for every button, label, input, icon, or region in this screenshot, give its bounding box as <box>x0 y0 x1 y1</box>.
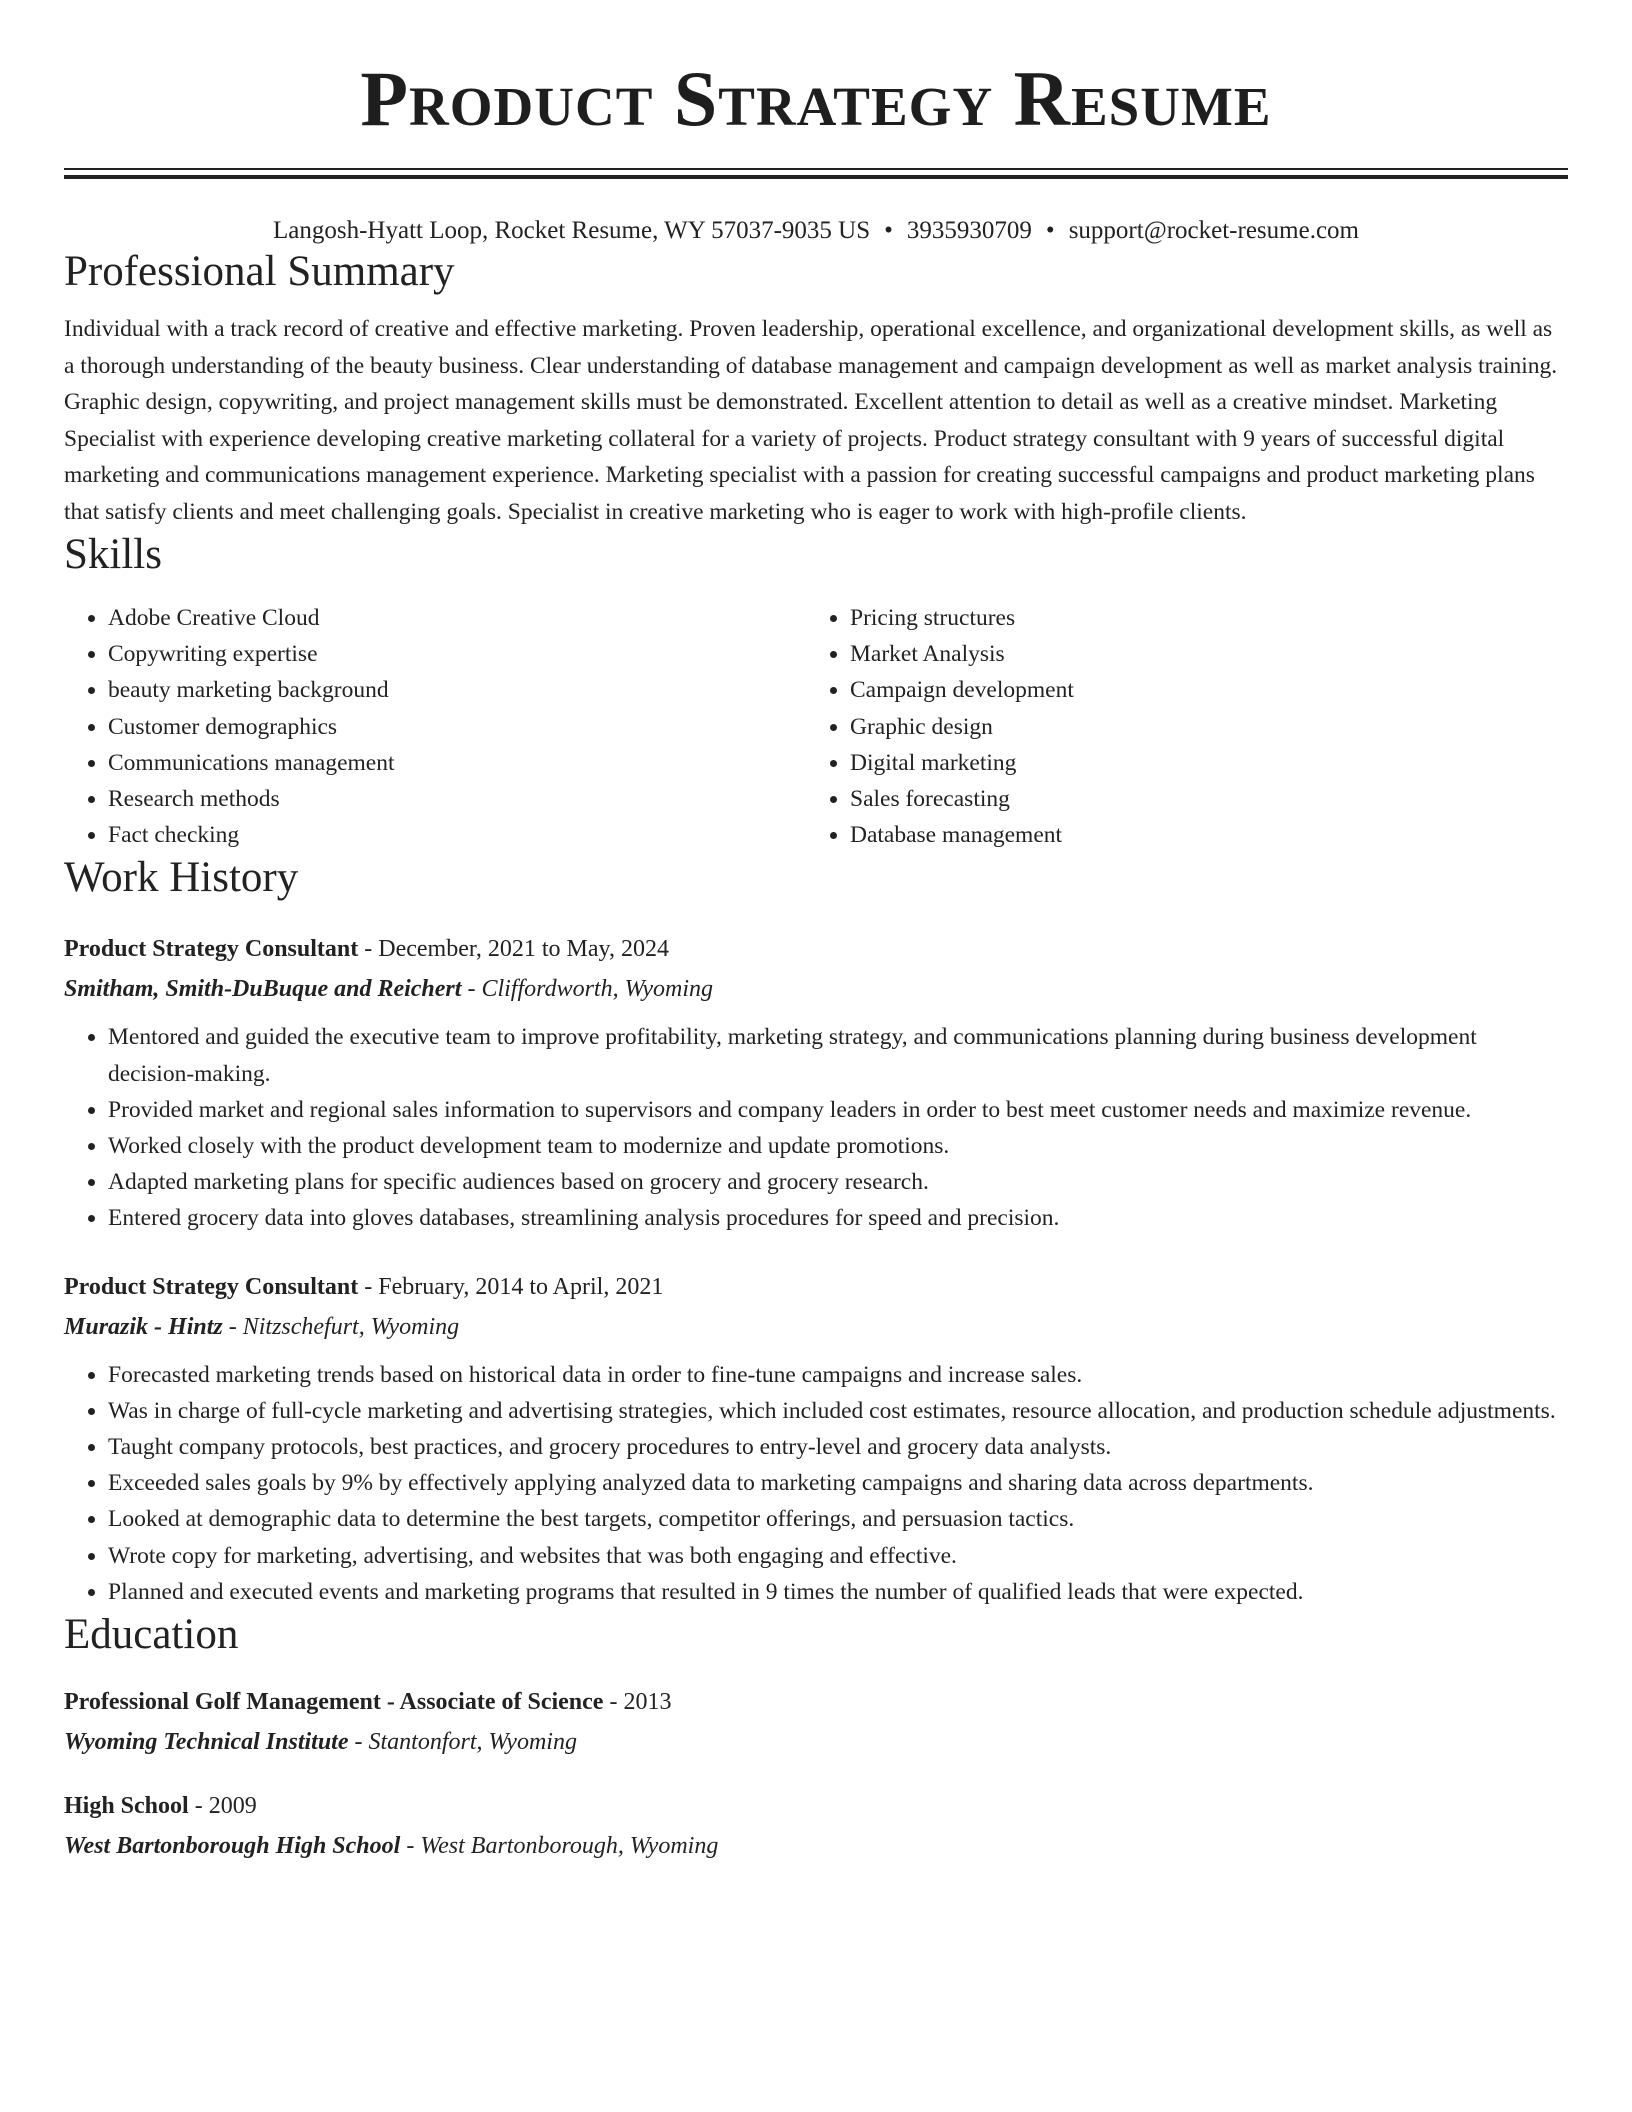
contact-phone: 3935930709 <box>906 217 1032 244</box>
job-title-line: Product Strategy Consultant - December, 2021 to May, 2024 <box>64 936 669 963</box>
job-bullet: • Looked at demographic data to determine the best targets, competitor offerings, and persuasion tactics. <box>108 1501 1568 1537</box>
skill-item: • Campaign development <box>850 672 1548 708</box>
education-degree-line: Professional Golf Management - Associate of Science - 2013 <box>64 1689 672 1716</box>
job-company-line: Smitham, Smith-DuBuque and Reichert - Cliffordworth, Wyoming <box>64 976 714 1003</box>
title-divider <box>64 168 1568 179</box>
education-year: 2013 <box>623 1689 672 1716</box>
skills-heading: Skills <box>64 531 162 578</box>
contact-email: support@rocket-resume.com <box>1068 217 1359 244</box>
education-heading: Education <box>64 1611 239 1659</box>
education-school: West Bartonborough High School <box>64 1833 401 1860</box>
skill-item: • beauty marketing background <box>108 672 806 708</box>
resume-title: Product Strategy Resume <box>360 55 1272 142</box>
skill-item: • Customer demographics <box>108 709 806 745</box>
job-bullet-list <box>64 1357 1568 1610</box>
education-school: Wyoming Technical Institute <box>64 1729 349 1756</box>
summary-text: Individual with a track record of creative and effective marketing. Proven leadership, operational excellence, and organizational development skills, as well as a thorough understanding of the beauty business. Clear understanding of database management and campaign development as well as market analysis training. Graphic design, copywriting, and project management skills must be demonstrated. Excellent attention to detail as well as a creative mindset. Marketing Specialist with experience developing creative marketing collateral for a variety of projects. Product strategy consultant with 9 years of successful digital marketing and communications management experience. Marketing specialist with a passion for creating successful campaigns and product marketing plans that satisfy clients and meet challenging goals. Specialist in creative marketing who is eager to work with high-profile clients. <box>64 316 1558 525</box>
skill-item: • Graphic design <box>850 709 1548 745</box>
job-title-line: Product Strategy Consultant - February, 2014 to April, 2021 <box>64 1273 664 1300</box>
contact-address: Langosh-Hyatt Loop, Rocket Resume, WY 57037-9035 US <box>273 217 871 244</box>
contact-separator: • <box>1045 217 1055 244</box>
job-location: Nitzschefurt, Wyoming <box>242 1313 460 1340</box>
education-school-line: Wyoming Technical Institute - Stantonfort, Wyoming <box>64 1729 577 1756</box>
job-bullet: • Adapted marketing plans for specific audiences based on grocery and grocery research. <box>108 1164 1568 1200</box>
skills-list-right <box>806 600 1548 853</box>
education-degree: High School <box>64 1793 189 1820</box>
job-bullet: • Mentored and guided the executive team to improve profitability, marketing strategy, and communications planning during business development decision-making. <box>108 1019 1568 1091</box>
skill-item: • Fact checking <box>108 817 806 853</box>
skill-item: • Database management <box>850 817 1548 853</box>
job-bullet: • Wrote copy for marketing, advertising, and websites that was both engaging and effective. <box>108 1538 1568 1574</box>
education-degree: Professional Golf Management - Associate of Science <box>64 1689 604 1716</box>
contact-line <box>64 215 1568 247</box>
skill-item: • Pricing structures <box>850 600 1548 636</box>
job-entry <box>64 1267 1568 1610</box>
skills-grid <box>64 600 1568 853</box>
job-bullet: • Provided market and regional sales information to supervisors and company leaders in order to best meet customer needs and maximize revenue. <box>108 1092 1568 1128</box>
job-bullet: • Worked closely with the product development team to modernize and update promotions. <box>108 1128 1568 1164</box>
job-bullet-list <box>64 1019 1568 1236</box>
education-entry <box>64 1786 1568 1866</box>
skill-item: • Market Analysis <box>850 636 1548 672</box>
education-year: 2009 <box>208 1793 257 1820</box>
education-entry <box>64 1682 1568 1762</box>
job-bullet: • Exceeded sales goals by 9% by effectively applying analyzed data to marketing campaigns and sharing data across departments. <box>108 1465 1568 1501</box>
education-school-line: West Bartonborough High School - West Bartonborough, Wyoming <box>64 1833 719 1860</box>
summary-heading: Professional Summary <box>64 248 455 295</box>
skill-item: • Research methods <box>108 781 806 817</box>
skill-item: • Adobe Creative Cloud <box>108 600 806 636</box>
job-dates: December, 2021 to May, 2024 <box>378 936 669 963</box>
skill-item: • Sales forecasting <box>850 781 1548 817</box>
job-company-line: Murazik - Hintz - Nitzschefurt, Wyoming <box>64 1313 460 1340</box>
education-location: West Bartonborough, Wyoming <box>420 1833 719 1860</box>
work-history-heading: Work History <box>64 854 299 902</box>
skills-list-left <box>64 600 806 853</box>
job-bullet: • Taught company protocols, best practices, and grocery procedures to entry-level and grocery data analysts. <box>108 1429 1568 1465</box>
education-location: Stantonfort, Wyoming <box>368 1729 577 1756</box>
skill-item: • Communications management <box>108 745 806 781</box>
job-dates: February, 2014 to April, 2021 <box>378 1273 664 1300</box>
job-bullet: • Forecasted marketing trends based on historical data in order to fine-tune campaigns and increase sales. <box>108 1357 1568 1393</box>
job-title: Product Strategy Consultant <box>64 1273 359 1300</box>
job-bullet: • Entered grocery data into gloves databases, streamlining analysis procedures for speed and precision. <box>108 1200 1568 1236</box>
job-company: Smitham, Smith-DuBuque and Reichert <box>64 976 462 1003</box>
job-company: Murazik - Hintz <box>64 1313 223 1340</box>
skill-item: • Copywriting expertise <box>108 636 806 672</box>
skill-item: • Digital marketing <box>850 745 1548 781</box>
education-degree-line: High School - 2009 <box>64 1793 257 1820</box>
job-title: Product Strategy Consultant <box>64 936 359 963</box>
contact-separator: • <box>884 217 893 244</box>
job-location: Cliffordworth, Wyoming <box>481 976 714 1003</box>
job-entry <box>64 929 1568 1236</box>
job-bullet: • Was in charge of full-cycle marketing and advertising strategies, which included cost estimates, resource allocation, and production schedule adjustments. <box>108 1393 1568 1429</box>
job-bullet: • Planned and executed events and marketing programs that resulted in 9 times the number of qualified leads that were expected. <box>108 1574 1568 1610</box>
